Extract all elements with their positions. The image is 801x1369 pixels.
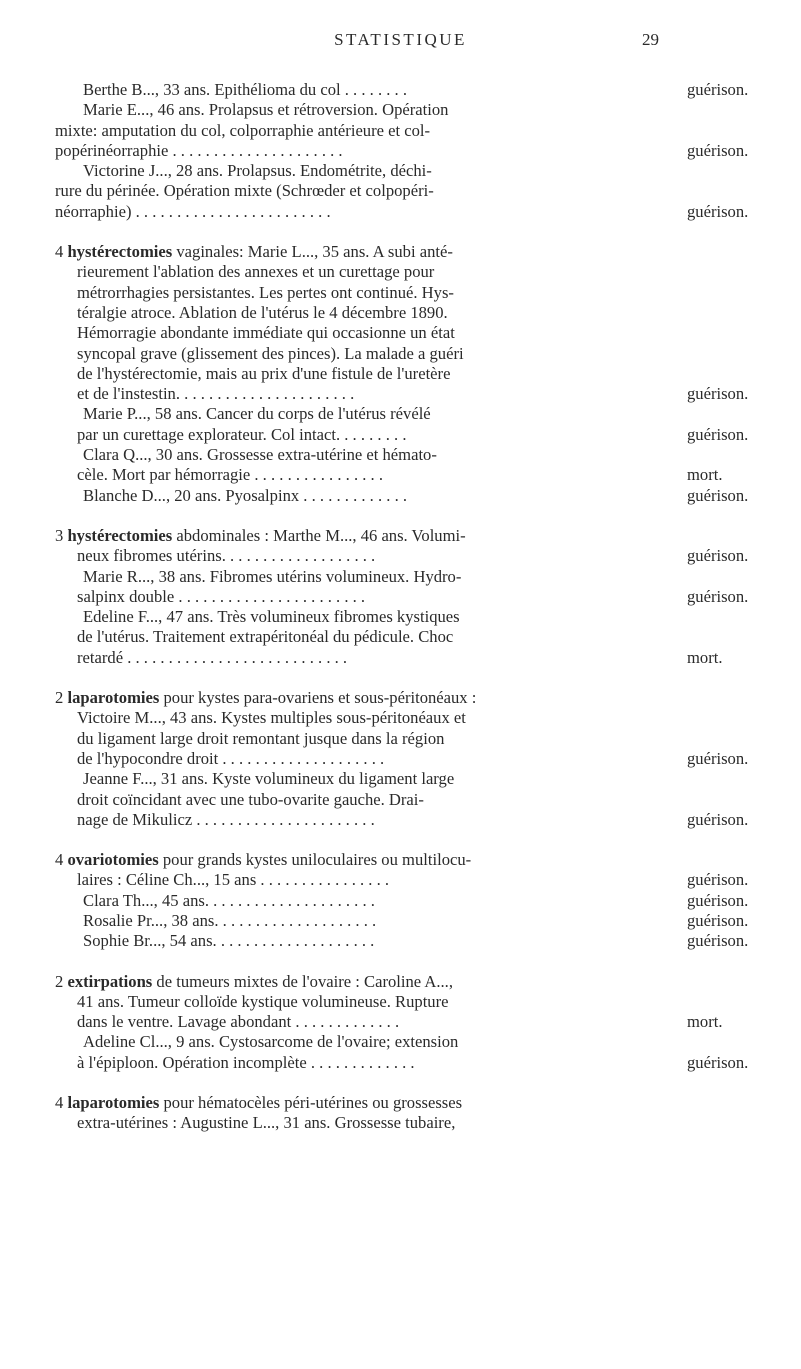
group-heading: [55, 850, 163, 869]
case-text-line: [55, 283, 675, 303]
group-heading: [55, 242, 176, 261]
case-text-line: [55, 486, 675, 506]
group-count: 2: [55, 971, 64, 991]
case-text: 41 ans. Tumeur colloïde kystique volumineuse. Rupture: [77, 991, 449, 1011]
case-outcome: guérison.: [687, 80, 749, 99]
case-outcome: guérison.: [687, 910, 749, 930]
case-text: Berthe B..., 33 ans. Epithélioma du col . . . . . . . .: [83, 80, 407, 99]
case-outcome: guérison.: [687, 809, 749, 829]
case-text: extra-utérines : Augustine L..., 31 ans. Grossesse tubaire,: [77, 1113, 456, 1133]
case-outcome: guérison.: [687, 1052, 749, 1072]
case-text-line: [55, 141, 675, 161]
case-outcome: guérison.: [687, 931, 749, 951]
case-entry: [55, 850, 749, 891]
case-text: métrorrhagies persistantes. Les pertes ont continué. Hys-: [77, 282, 454, 302]
case-text: Blanche D..., 20 ans. Pyosalpinx . . . . . . . . . . . . .: [83, 485, 408, 505]
case-entry: [55, 971, 723, 1033]
case-text: Marie R..., 38 ans. Fibromes utérins volumineux. Hydro-: [83, 566, 462, 586]
case-entry: [55, 890, 749, 911]
page-body: [55, 80, 749, 1134]
case-text-line: [55, 1113, 675, 1133]
case-text: abdominales : Marthe M..., 46 ans. Volumi-: [176, 525, 466, 545]
group-title: extirpations: [67, 971, 153, 991]
case-text: laires : Céline Ch..., 15 ans . . . . . . . . . . . . . . . .: [77, 870, 390, 890]
case-entry: [55, 1032, 749, 1073]
case-outcome: guérison.: [687, 424, 749, 444]
case-text: vaginales: Marie L..., 35 ans. A subi anté-: [176, 242, 453, 262]
case-entry: [55, 485, 749, 506]
case-text: retardé . . . . . . . . . . . . . . . . . . . . . . . . . . .: [77, 647, 348, 667]
group-title: hystérectomies: [67, 242, 173, 262]
case-text: Clara Q..., 30 ans. Grossesse extra-utérine et hémato-: [83, 445, 437, 465]
case-entry: [55, 161, 749, 222]
case-text: Hémorragie abondante immédiate qui occasionne un état: [77, 323, 455, 343]
case-entry: [55, 242, 749, 404]
case-entry: [55, 688, 749, 769]
case-text-line: [55, 404, 675, 424]
case-text: Rosalie Pr..., 38 ans. . . . . . . . . . . . . . . . . . . .: [83, 910, 377, 930]
case-text: droit coïncidant avec une tubo-ovarite gauche. Drai-: [77, 789, 424, 809]
case-text: popérinéorraphie . . . . . . . . . . . . . . . . . . . . .: [55, 140, 343, 160]
case-outcome: mort.: [687, 1012, 723, 1032]
case-text-line: [55, 344, 675, 364]
case-outcome: guérison.: [687, 748, 749, 768]
case-text-line: [55, 810, 675, 830]
group-title: laparotomies: [67, 688, 160, 708]
case-text: Sophie Br..., 54 ans. . . . . . . . . . . . . . . . . . . .: [83, 931, 375, 951]
case-text-line: [55, 242, 675, 262]
case-text-line: [55, 262, 675, 282]
case-text-line: [55, 100, 675, 120]
case-text: de l'utérus. Traitement extrapéritonéal du pédicule. Choc: [77, 627, 454, 647]
case-text: cèle. Mort par hémorragie . . . . . . . . . . . . . . . .: [77, 465, 383, 485]
case-text-line: [55, 607, 675, 627]
case-outcome: guérison.: [687, 586, 749, 606]
case-text: néorraphie) . . . . . . . . . . . . . . . . . . . . . . . .: [55, 201, 331, 221]
case-text-line: [55, 1093, 675, 1113]
case-outcome: guérison.: [687, 546, 749, 566]
group-heading: [55, 688, 163, 707]
group-heading: [55, 972, 156, 991]
case-outcome: guérison.: [687, 890, 749, 910]
case-text: Adeline Cl..., 9 ans. Cystosarcome de l'ovaire; extension: [83, 1032, 459, 1052]
case-text-line: [55, 587, 675, 607]
case-text-line: [55, 790, 675, 810]
case-text: Jeanne F..., 31 ans. Kyste volumineux du ligament large: [83, 769, 455, 789]
case-text: de l'hypocondre droit . . . . . . . . . . . . . . . . . . . .: [77, 748, 385, 768]
case-entry: [55, 445, 723, 486]
group-title: laparotomies: [67, 1093, 160, 1113]
group-count: 4: [55, 1093, 64, 1113]
case-outcome: guérison.: [687, 140, 749, 160]
case-text-line: [55, 121, 675, 141]
case-text: rieurement l'ablation des annexes et un curettage pour: [77, 262, 435, 282]
case-text-line: [55, 972, 675, 992]
case-text-line: [55, 1053, 675, 1073]
group-title: ovariotomies: [67, 850, 159, 870]
case-text-line: [55, 323, 675, 343]
case-text: pour grands kystes uniloculaires ou multilocu-: [162, 850, 472, 870]
group-title: hystérectomies: [67, 525, 173, 545]
group-heading: [55, 526, 176, 545]
case-text: Victoire M..., 43 ans. Kystes multiples sous-péritonéaux et: [77, 708, 466, 728]
case-text-line: [55, 546, 675, 566]
case-text-line: [55, 161, 675, 181]
group-heading: [55, 1093, 163, 1112]
case-text-line: [55, 526, 675, 546]
case-outcome: mort.: [687, 465, 723, 485]
case-outcome: guérison.: [687, 384, 749, 404]
case-text: rure du périnée. Opération mixte (Schrœder et colpopéri-: [55, 181, 434, 201]
case-text: Clara Th..., 45 ans. . . . . . . . . . . . . . . . . . . . .: [83, 890, 375, 910]
case-text: dans le ventre. Lavage abondant . . . . . . . . . . . . .: [77, 1012, 400, 1032]
case-text-line: [55, 688, 675, 708]
case-text-line: [55, 567, 675, 587]
case-text: par un curettage explorateur. Col intact. . . . . . . . .: [77, 424, 407, 444]
case-outcome: mort.: [687, 647, 723, 667]
case-entry: [55, 910, 749, 931]
case-text-line: [55, 303, 675, 323]
case-text-line: [55, 911, 675, 931]
case-text-line: [55, 181, 675, 201]
case-entry: [55, 566, 749, 608]
case-group: [55, 971, 749, 1073]
running-title: STATISTIQUE: [334, 30, 467, 49]
case-text-line: [55, 1012, 675, 1032]
case-text: de l'hystérectomie, mais au prix d'une fistule de l'uretère: [77, 363, 451, 383]
page-header: [0, 30, 801, 54]
case-text-line: [55, 729, 675, 749]
case-outcome: guérison.: [687, 870, 749, 890]
case-entry: [55, 931, 749, 951]
case-text: Marie E..., 46 ans. Prolapsus et rétroversion. Opération: [83, 100, 449, 120]
case-text: du ligament large droit remontant jusque dans la région: [77, 728, 445, 748]
case-text-line: [55, 931, 675, 951]
case-text: et de l'instestin. . . . . . . . . . . . . . . . . . . . . .: [77, 384, 355, 404]
case-group: [55, 688, 749, 830]
case-text: nage de Mikulicz . . . . . . . . . . . . . . . . . . . . . .: [77, 809, 375, 829]
case-text: neux fibromes utérins. . . . . . . . . . . . . . . . . . .: [77, 546, 376, 566]
case-entry: [55, 769, 749, 830]
group-count: 3: [55, 525, 64, 545]
case-text-line: [55, 708, 675, 728]
case-text-line: [55, 870, 675, 890]
case-text: syncopal grave (glissement des pinces). La malade a guéri: [77, 343, 464, 363]
case-text-line: [55, 80, 675, 100]
case-text: mixte: amputation du col, colporraphie antérieure et col-: [55, 120, 431, 140]
case-text-line: [55, 384, 675, 404]
case-text-line: [55, 749, 675, 769]
case-text-line: [55, 465, 675, 485]
case-entry: [55, 80, 749, 100]
first-section: [55, 80, 749, 222]
case-entry: [55, 1093, 675, 1134]
case-text: Marie P..., 58 ans. Cancer du corps de l'utérus révélé: [83, 404, 431, 424]
case-text-line: [55, 1032, 675, 1052]
case-text: Edeline F..., 47 ans. Très volumineux fibromes kystiques: [83, 607, 460, 627]
case-text-line: [55, 648, 675, 668]
page-number: 29: [642, 30, 659, 49]
case-group: [55, 525, 749, 668]
case-entry: [55, 404, 749, 445]
case-text: pour kystes para-ovariens et sous-péritonéaux :: [163, 688, 477, 708]
case-text-line: [55, 445, 675, 465]
case-text: Victorine J..., 28 ans. Prolapsus. Endométrite, déchi-: [83, 161, 432, 181]
case-text-line: [55, 364, 675, 384]
case-text-line: [55, 850, 675, 870]
case-entry: [55, 100, 749, 161]
case-entry: [55, 525, 749, 567]
case-text-line: [55, 769, 675, 789]
case-group: [55, 1093, 675, 1134]
case-outcome: guérison.: [687, 485, 749, 505]
case-text: téralgie atroce. Ablation de l'utérus le 4 décembre 1890.: [77, 302, 448, 322]
case-text-line: [55, 425, 675, 445]
case-text-line: [55, 627, 675, 647]
group-count: 4: [55, 850, 64, 870]
case-text: à l'épiploon. Opération incomplète . . . . . . . . . . . . .: [77, 1052, 415, 1072]
case-group: [55, 242, 749, 506]
case-outcome: guérison.: [687, 201, 749, 221]
case-group: [55, 850, 749, 951]
group-count: 2: [55, 688, 64, 708]
group-count: 4: [55, 242, 64, 262]
case-text: pour hématocèles péri-utérines ou grossesses: [163, 1093, 463, 1113]
case-text: salpinx double . . . . . . . . . . . . . . . . . . . . . . .: [77, 586, 366, 606]
case-text-line: [55, 202, 675, 222]
case-entry: [55, 607, 723, 668]
case-text-line: [55, 891, 675, 911]
case-text-line: [55, 992, 675, 1012]
case-text: de tumeurs mixtes de l'ovaire : Caroline A...,: [156, 971, 453, 991]
